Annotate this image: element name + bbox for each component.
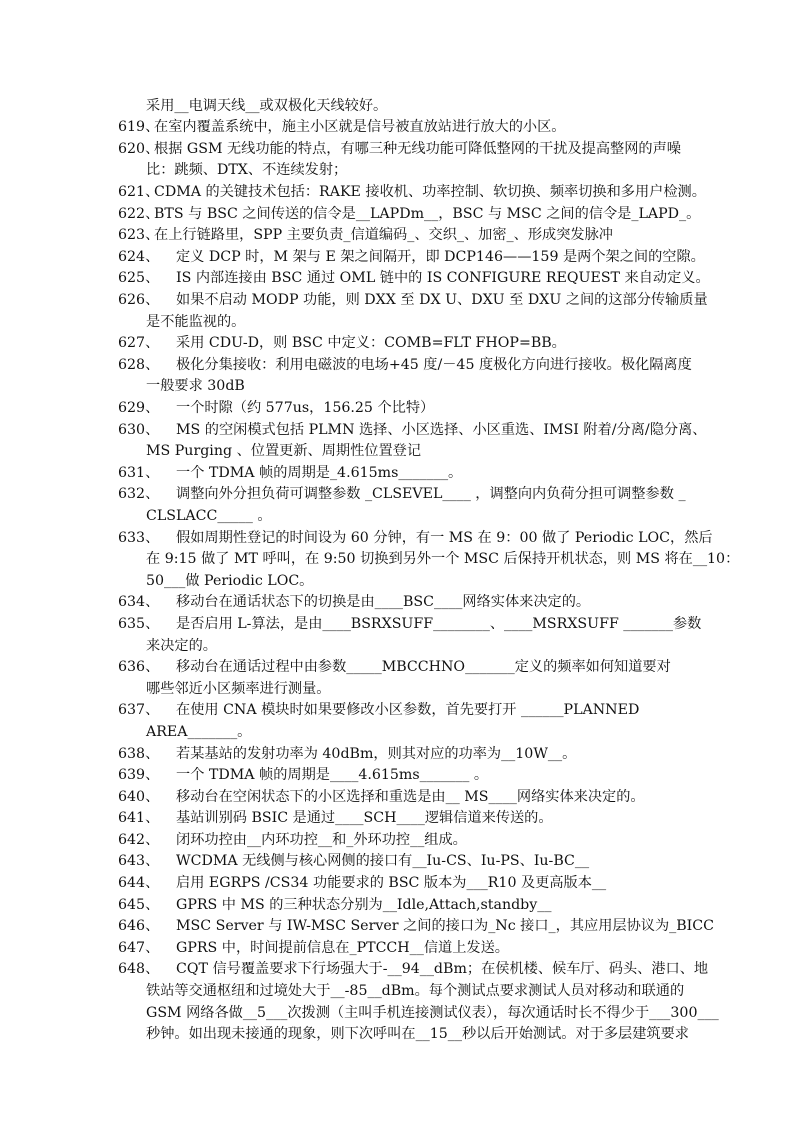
- line-text: CQT 信号覆盖要求下行场强大于-__94__dBm；在侯机楼、候车厅、码头、港口、地: [176, 961, 709, 977]
- line-text: CDMA 的关键技术包括：RAKE 接收机、功率控制、软切换、频率切换和多用户检测。: [154, 184, 706, 200]
- item-number: 638、: [118, 746, 160, 762]
- item-number: 644、: [118, 875, 160, 891]
- line-text: 如果不启动 MODP 功能，则 DXX 至 DX U、DXU 至 DXU 之间的这部分传输质量: [176, 292, 708, 308]
- item-number: 626、: [118, 292, 160, 308]
- line-text: 移动台在空闲状态下的小区选择和重选是由__ MS____网络实体来决定的。: [176, 789, 645, 805]
- item-number: 633、: [118, 530, 160, 546]
- item-number: 647、: [118, 940, 160, 956]
- line-text: 50___做 Periodic LOC。: [146, 573, 314, 589]
- item-number: 637、: [118, 702, 160, 718]
- item-number: 631、: [118, 465, 160, 481]
- line-text: 一般要求 30dB: [146, 378, 245, 394]
- line-text: GSM 网络各做__5___次拨测（主叫手机连接测试仪表），每次通话时长不得少于___300___: [146, 1005, 719, 1021]
- item-number: 625、: [118, 270, 160, 286]
- item-number: 636、: [118, 659, 160, 675]
- item-number: 642、: [118, 832, 160, 848]
- line-text: 调整向外分担负荷可调整参数 _CLSEVEL____ ，调整向内负荷分担可调整参数 _: [176, 486, 686, 502]
- line-text: 闭环功控由__内环功控__和_外环功控__组成。: [176, 832, 467, 848]
- line-text: AREA_______。: [146, 724, 252, 740]
- line-text: 移动台在通话状态下的切换是由____BSC____网络实体来决定的。: [176, 594, 591, 610]
- line-text: CLSLACC_____ 。: [146, 508, 272, 524]
- item-number: 627、: [118, 335, 160, 351]
- line-text: 比：跳频、DTX、不连续发射；: [146, 162, 348, 178]
- line-text: 基站训别码 BSIC 是通过____SCH____逻辑信道来传送的。: [176, 810, 553, 826]
- line-text: 铁站等交通枢纽和过境处大于__-85__dBm。每个测试点要求测试人员对移动和联通的: [146, 983, 685, 999]
- line-text: 若某基站的发射功率为 40dBm，则其对应的功率为__10W__。: [176, 746, 577, 762]
- line-text: WCDMA 无线侧与核心网侧的接口有__Iu-CS、Iu-PS、Iu-BC__: [176, 853, 590, 869]
- line-text: MS 的空闲模式包括 PLMN 选择、小区选择、小区重选、IMSI 附着/分离/隐分离、: [176, 422, 707, 438]
- item-number: 645、: [118, 897, 160, 913]
- line-text: 在 9:15 做了 MT 呼叫，在 9:50 切换到另外一个 MSC 后保持开机状态，则 MS 将在__10：: [146, 551, 740, 567]
- item-number: 622、: [118, 206, 160, 222]
- line-text: MS Purging 、位置更新、周期性位置登记: [146, 443, 422, 459]
- line-text: 在使用 CNA 模块时如果要修改小区参数，首先要打开 ______PLANNED: [176, 702, 640, 718]
- item-number: 634、: [118, 594, 160, 610]
- line-text: 一个 TDMA 帧的周期是_4.615ms_______。: [176, 465, 463, 481]
- line-text: 哪些邻近小区频率进行测量。: [146, 681, 331, 697]
- line-text: 来决定的。: [146, 638, 217, 654]
- line-text: 采用 CDU-D，则 BSC 中定义：COMB=FLT FHOP=BB。: [176, 335, 566, 351]
- item-number: 624、: [118, 249, 160, 265]
- item-number: 635、: [118, 616, 160, 632]
- item-number: 643、: [118, 853, 160, 869]
- line-text: 一个时隙（约 577us，156.25 个比特）: [176, 400, 435, 416]
- item-number: 629、: [118, 400, 160, 416]
- item-number: 640、: [118, 789, 160, 805]
- line-text: 极化分集接收：利用电磁波的电场+45 度/－45 度极化方向进行接收。极化隔离度: [176, 357, 692, 373]
- line-text: 在室内覆盖系统中，施主小区就是信号被直放站进行放大的小区。: [154, 119, 566, 135]
- item-number: 620、: [118, 141, 160, 157]
- line-text: 采用__电调天线__或双极化天线较好。: [146, 98, 388, 114]
- item-number: 619、: [118, 119, 160, 135]
- line-text: 是不能监视的。: [146, 314, 246, 330]
- item-number: 646、: [118, 918, 160, 934]
- item-number: 639、: [118, 767, 160, 783]
- line-text: 一个 TDMA 帧的周期是____4.615ms_______ 。: [176, 767, 489, 783]
- line-text: 启用 EGRPS /CS34 功能要求的 BSC 版本为___R10 及更高版本__: [176, 875, 607, 891]
- item-number: 623、: [118, 227, 160, 243]
- line-text: 假如周期性登记的时间设为 60 分钟，有一 MS 在 9：00 做了 Periodic LOC，然后: [176, 530, 713, 546]
- line-text: 定义 DCP 时，M 架与 E 架之间隔开，即 DCP146——159 是两个架之间的空隙。: [176, 249, 705, 265]
- item-number: 641、: [118, 810, 160, 826]
- item-number: 630、: [118, 422, 160, 438]
- line-text: 根据 GSM 无线功能的特点，有哪三种无线功能可降低整网的干扰及提高整网的声噪: [154, 141, 681, 157]
- line-text: 是否启用 L-算法，是由____BSRXSUFF________、____MSRXSUFF _______参数: [176, 616, 702, 632]
- item-number: 632、: [118, 486, 160, 502]
- line-text: MSC Server 与 IW-MSC Server 之间的接口为_Nc 接口_，其应用层协议为_BICC: [176, 918, 714, 934]
- line-text: 秒钟。如出现未接通的现象，则下次呼叫在__15__秒以后开始测试。对于多层建筑要求: [146, 1026, 689, 1042]
- line-text: GPRS 中 MS 的三种状态分别为__Idle,Attach,standby__: [176, 897, 552, 913]
- item-number: 621、: [118, 184, 160, 200]
- line-text: BTS 与 BSC 之间传送的信令是__LAPDm__，BSC 与 MSC 之间的信令是_LAPD_。: [154, 206, 701, 222]
- line-text: 移动台在通话过程中由参数_____MBCCHNO_______定义的频率如何知道要对: [176, 659, 671, 675]
- line-text: GPRS 中，时间提前信息在_PTCCH__信道上发送。: [176, 940, 509, 956]
- line-text: 在上行链路里，SPP 主要负责_信道编码_、交织_、加密_、形成突发脉冲: [154, 227, 613, 243]
- line-text: IS 内部连接由 BSC 通过 OML 链中的 IS CONFIGURE REQUEST 来自动定义。: [176, 270, 710, 286]
- item-number: 648、: [118, 961, 160, 977]
- item-number: 628、: [118, 357, 160, 373]
